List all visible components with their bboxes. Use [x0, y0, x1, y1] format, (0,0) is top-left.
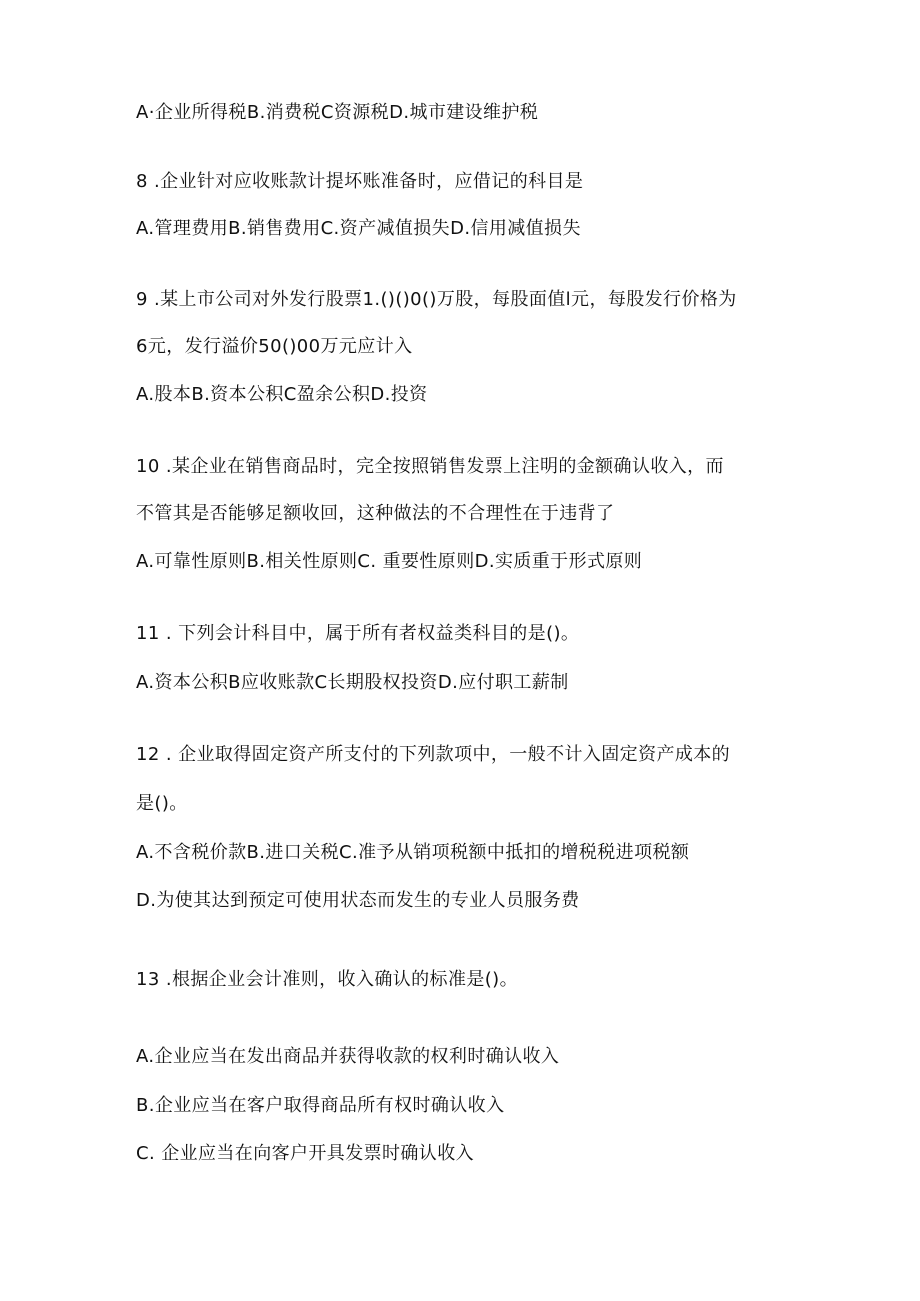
q10-question-line1: 10 .某企业在销售商品时，完全按照销售发票上注明的金额确认收入，而 — [136, 456, 724, 477]
q13-option-c: C. 企业应当在向客户开具发票时确认收入 — [136, 1143, 475, 1164]
q8-question: 8 .企业针对应收账款计提坏账准备时，应借记的科目是 — [136, 171, 584, 192]
q9-question-line1: 9 .某上市公司对外发行股票1.()()0()万股，每股面值l元，每股发行价格为 — [136, 289, 737, 310]
q12-options-line2: D.为使其达到预定可使用状态而发生的专业人员服务费 — [136, 890, 580, 911]
q12-question-line2: 是()。 — [136, 793, 188, 814]
q11-question: 11 . 下列会计科目中，属于所有者权益类科目的是()。 — [136, 623, 580, 644]
q10-options: A.可靠性原则B.相关性原则C. 重要性原则D.实质重于形式原则 — [136, 551, 643, 572]
q10-question-line2: 不管其是否能够足额收回，这种做法的不合理性在于违背了 — [136, 503, 615, 524]
q13-question: 13 .根据企业会计准则，收入确认的标准是()。 — [136, 969, 518, 990]
q9-options: A.股本B.资本公积C盈余公积D.投资 — [136, 384, 428, 405]
q11-options: A.资本公积B应收账款C长期股权投资D.应付职工薪制 — [136, 672, 569, 693]
q9-question-line2: 6元，发行溢价50()00万元应计入 — [136, 336, 413, 357]
q12-options-line1: A.不含税价款B.进口关税C.准予从销项税额中抵扣的增税税进项税额 — [136, 842, 690, 863]
q12-question-line1: 12 . 企业取得固定资产所支付的下列款项中，一般不计入固定资产成本的 — [136, 744, 731, 765]
q13-option-a: A.企业应当在发出商品并获得收款的权利时确认收入 — [136, 1046, 560, 1067]
q8-options: A.管理费用B.销售费用C.资产减值损失D.信用减值损失 — [136, 218, 581, 239]
q13-option-b: B.企业应当在客户取得商品所有权时确认收入 — [136, 1095, 505, 1116]
q7-options: A·企业所得税B.消费税C资源税D.城市建设维护税 — [136, 102, 539, 123]
